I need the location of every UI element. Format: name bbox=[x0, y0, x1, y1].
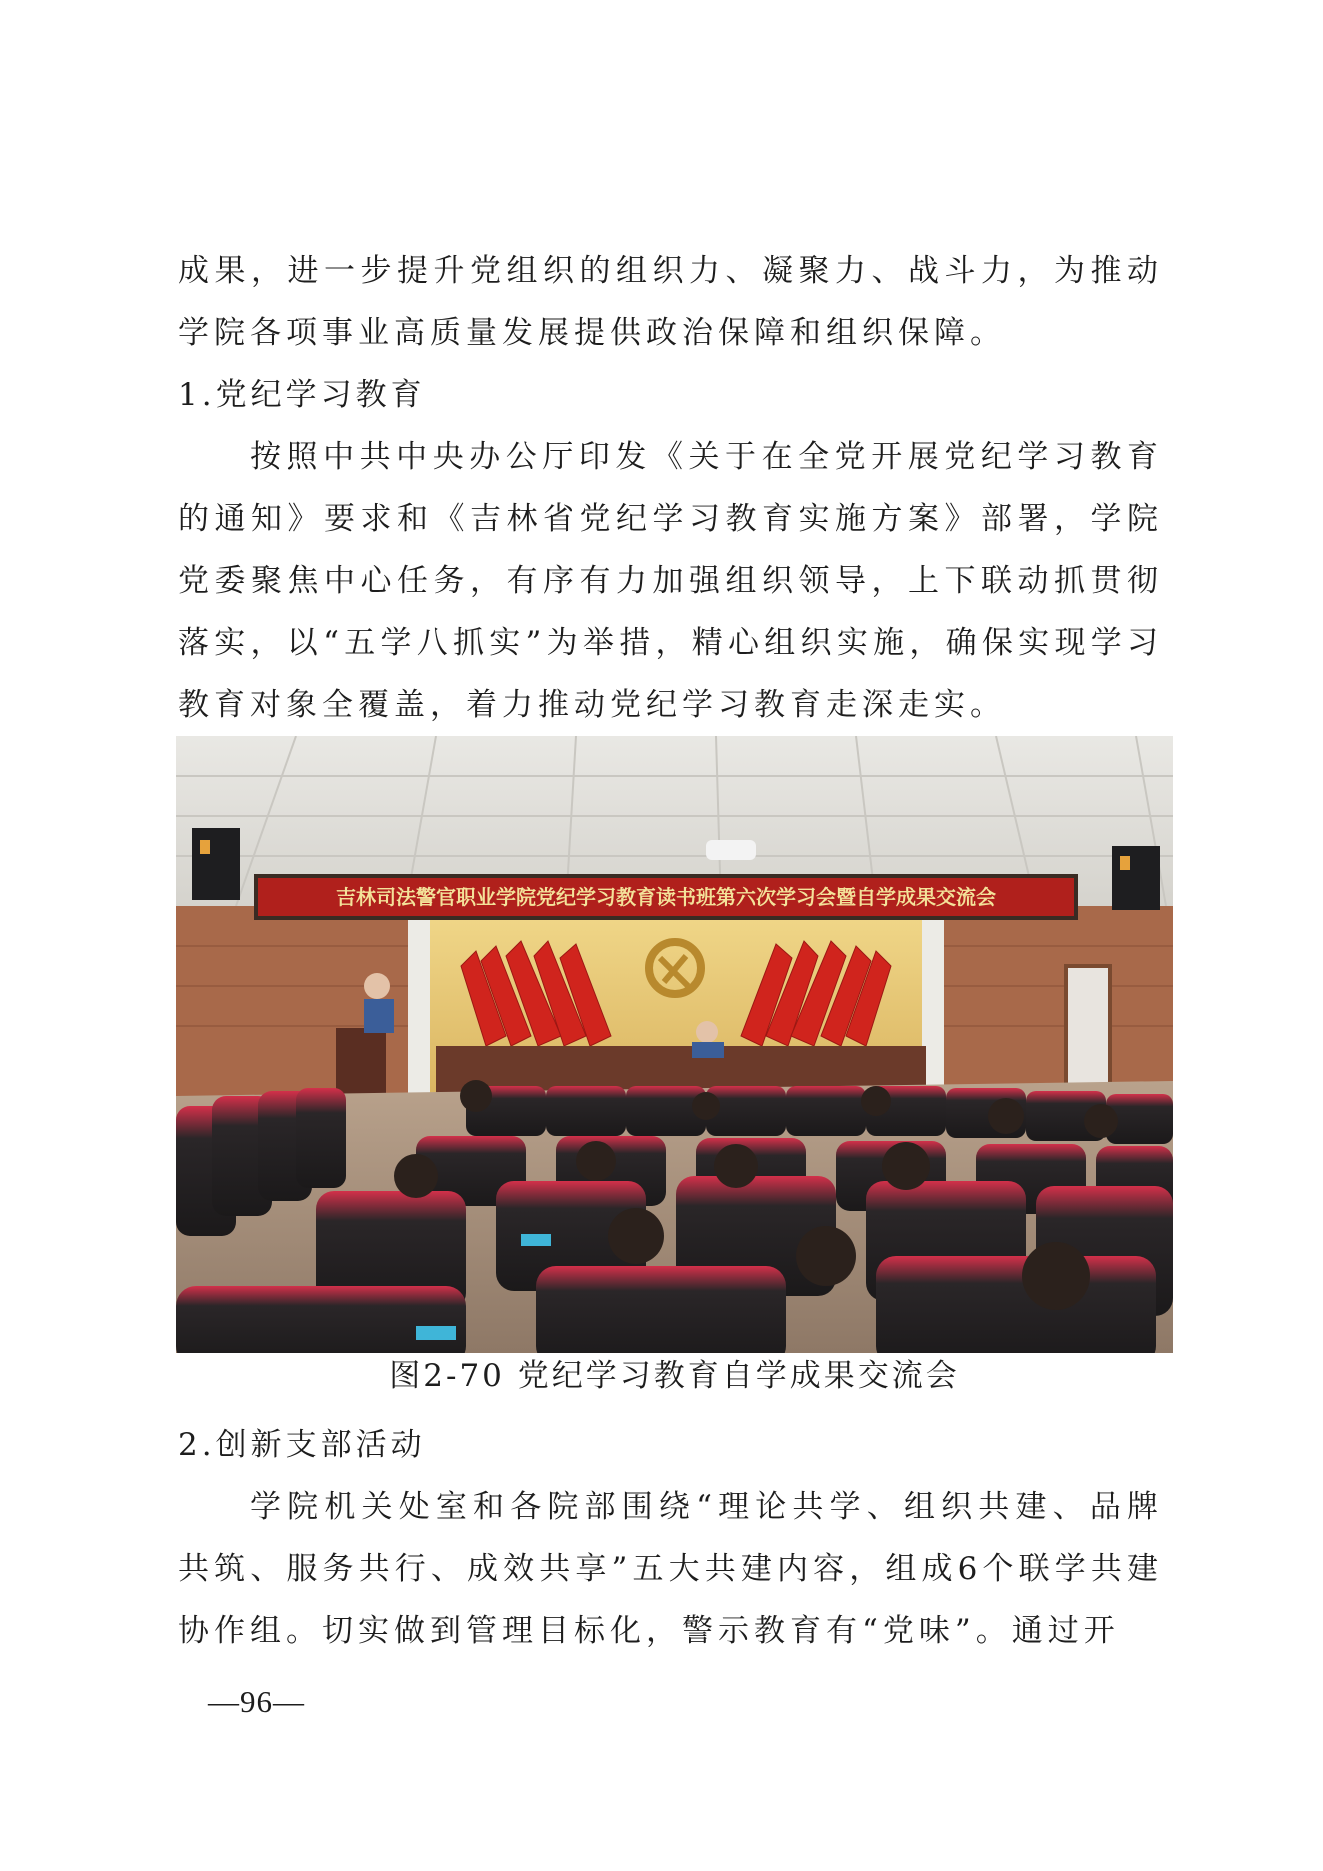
intro-paragraph: 成果，进一步提升党组织的组织力、凝聚力、战斗力，为推动学院各项事业高质量发展提供政治保障和组织保障。 bbox=[178, 253, 1163, 351]
section-1-heading: 1.党纪学习教育 bbox=[178, 377, 426, 413]
meeting-banner-text: 吉林司法警官职业学院党纪学习教育读书班第六次学习会暨自学成果交流会 bbox=[336, 885, 996, 909]
section-2-heading: 2.创新支部活动 bbox=[178, 1427, 426, 1463]
section-2-body: 学院机关处室和各院部围绕“理论共学、组织共建、品牌共筑、服务共行、成效共享”五大共建内容，组成6个联学共建协作组。切实做到管理目标化，警示教育有“党味”。通过开 bbox=[178, 1489, 1163, 1649]
meeting-photo bbox=[176, 736, 1173, 1353]
meeting-photo-illustration bbox=[176, 736, 1173, 1353]
page-number: —96— bbox=[208, 1684, 305, 1719]
intro-paragraph-block bbox=[178, 240, 1163, 364]
figure-caption: 图2-70 党纪学习教育自学成果交流会 bbox=[389, 1358, 960, 1394]
section-1 bbox=[178, 364, 1163, 736]
section-1-body: 按照中共中央办公厅印发《关于在全党开展党纪学习教育的通知》要求和《吉林省党纪学习教育实施方案》部署，学院党委聚焦中心任务，有序有力加强组织领导，上下联动抓贯彻落实，以“五学八抓实”为举措，精心组织实施，确保实现学习教育对象全覆盖，着力推动党纪学习教育走深走实。 bbox=[178, 439, 1163, 723]
section-2 bbox=[178, 1414, 1163, 1662]
